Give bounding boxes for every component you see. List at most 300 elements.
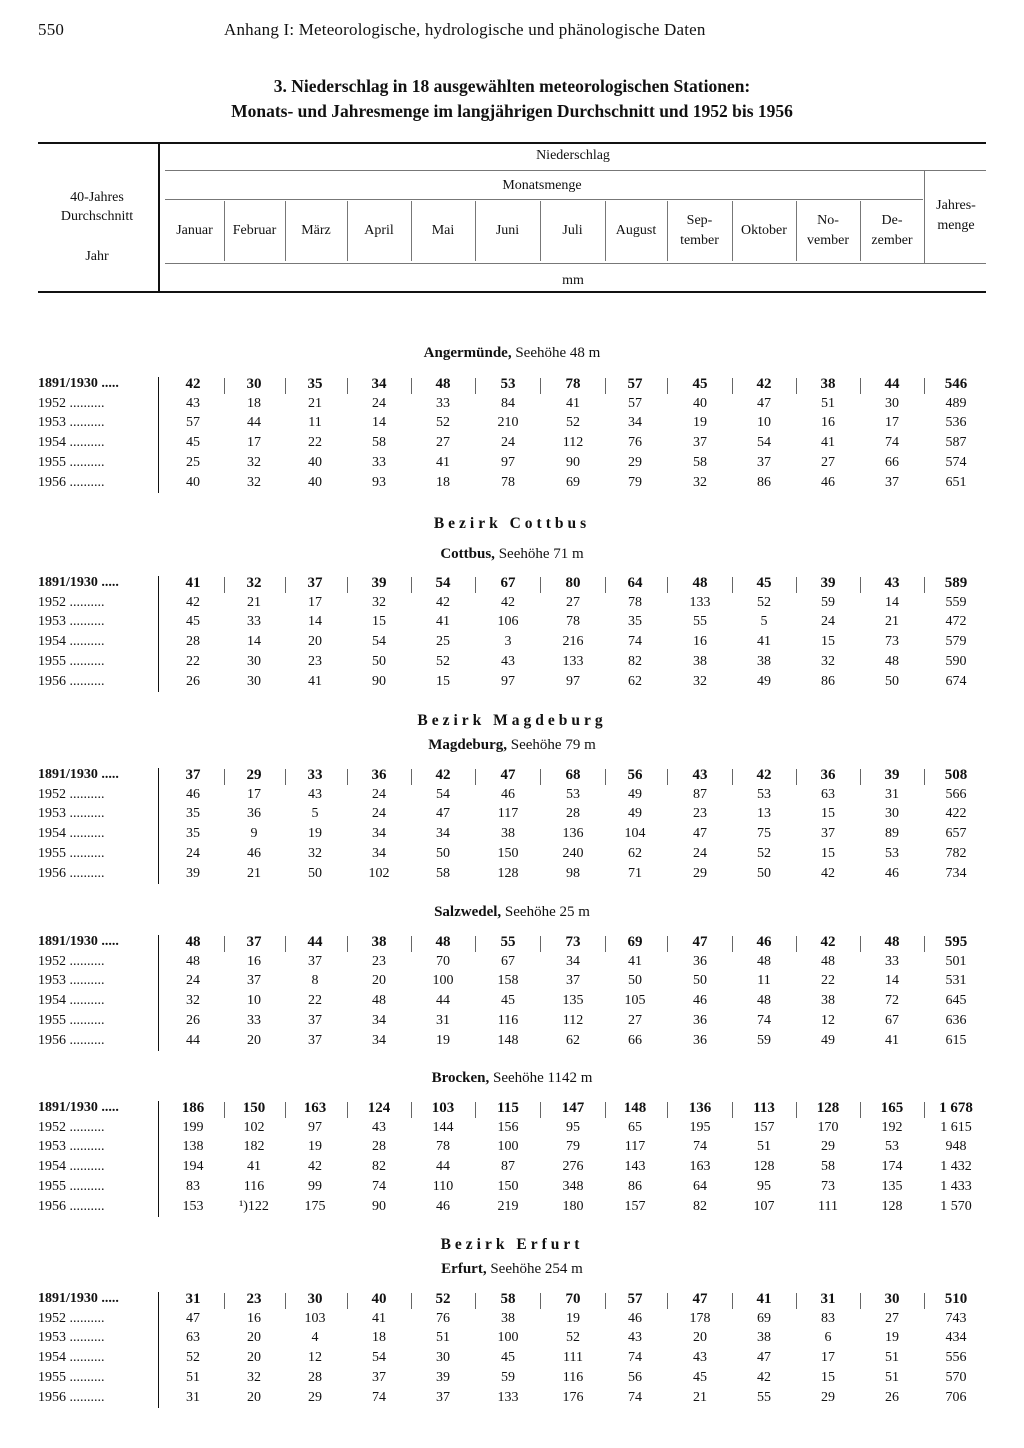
month-value-cell: 41 — [628, 954, 642, 969]
month-value-cell: 53 — [566, 787, 580, 802]
month-value-cell: 144 — [432, 1120, 454, 1135]
month-value-cell: 15 — [436, 674, 450, 689]
month-value-cell: 14 — [885, 973, 899, 988]
month-header-divider — [860, 201, 861, 261]
month-value-cell: 104 — [624, 826, 646, 841]
month-value-cell: 42 — [308, 1159, 322, 1174]
month-value-cell: 43 — [628, 1330, 642, 1345]
year-label: 1954 .......... — [38, 993, 105, 1008]
month-value-cell: 113 — [753, 1100, 775, 1116]
month-value-cell: 78 — [436, 1139, 450, 1154]
month-value-cell: 15 — [372, 614, 386, 629]
month-value-cell: 24 — [501, 435, 515, 450]
annual-total-cell: 948 — [945, 1139, 967, 1154]
month-value-cell: 69 — [566, 475, 580, 490]
month-value-cell: 47 — [186, 1311, 200, 1326]
month-header-divider — [475, 201, 476, 261]
month-value-cell: 24 — [186, 973, 200, 988]
month-value-cell: 27 — [885, 1311, 899, 1326]
page-number: 550 — [38, 20, 65, 39]
month-value-cell: 32 — [247, 1370, 261, 1385]
table-row — [0, 595, 1024, 615]
month-value-cell: 54 — [757, 435, 771, 450]
month-value-cell: 84 — [501, 396, 515, 411]
year-label: 1954 .......... — [38, 1159, 105, 1174]
month-value-cell: 17 — [885, 415, 899, 430]
month-value-cell: 52 — [566, 1330, 580, 1345]
table-row — [0, 396, 1024, 416]
month-value-cell: 47 — [692, 1291, 708, 1307]
month-value-cell: 44 — [436, 993, 450, 1008]
bezirk-heading: Bezirk Erfurt — [440, 1236, 584, 1253]
month-value-cell: 116 — [497, 1013, 519, 1028]
month-value-cell: 210 — [497, 415, 519, 430]
station-elevation: Seehöhe 48 m — [511, 345, 601, 361]
month-value-cell: 28 — [566, 806, 580, 821]
month-value-cell: 70 — [436, 954, 450, 969]
month-value-cell: 157 — [753, 1120, 775, 1135]
month-value-cell: 26 — [186, 1013, 200, 1028]
annual-total-cell: 472 — [945, 614, 967, 629]
month-header: Juni — [495, 223, 520, 238]
month-value-cell: 59 — [821, 595, 835, 610]
month-value-cell: 40 — [186, 475, 200, 490]
month-value-cell: 16 — [247, 1311, 261, 1326]
station-heading — [0, 737, 1024, 754]
month-value-cell: 20 — [247, 1033, 261, 1048]
month-value-cell: 48 — [435, 376, 451, 392]
month-value-cell: 41 — [821, 435, 835, 450]
month-value-cell: 37 — [308, 1013, 322, 1028]
annual-total-cell: 536 — [945, 415, 967, 430]
month-value-cell: 240 — [562, 846, 584, 861]
month-value-cell: 45 — [501, 1350, 515, 1365]
month-value-cell: 40 — [308, 475, 322, 490]
month-value-cell: 34 — [372, 1033, 386, 1048]
table-row — [0, 435, 1024, 455]
month-value-cell: 43 — [693, 1350, 707, 1365]
month-value-cell: 39 — [371, 575, 387, 591]
month-value-cell: 176 — [562, 1390, 584, 1405]
month-value-cell: 42 — [756, 767, 772, 783]
month-value-cell: 24 — [693, 846, 707, 861]
month-value-cell: 276 — [562, 1159, 584, 1174]
month-header: August — [615, 223, 657, 238]
month-value-cell: 37 — [246, 934, 262, 950]
month-value-cell: 48 — [885, 654, 899, 669]
month-value-cell: 48 — [692, 575, 708, 591]
annual-total-cell: 501 — [945, 954, 967, 969]
month-value-cell: 22 — [186, 654, 200, 669]
month-value-cell: 29 — [628, 455, 642, 470]
month-value-cell: 68 — [565, 767, 581, 783]
month-value-cell: 19 — [566, 1311, 580, 1326]
annual-total-cell: 595 — [944, 934, 968, 950]
table-row — [0, 1330, 1024, 1350]
month-value-cell: 53 — [757, 787, 771, 802]
month-value-cell: 136 — [688, 1100, 712, 1116]
month-value-cell: 16 — [247, 954, 261, 969]
station-elevation: Seehöhe 254 m — [486, 1261, 583, 1277]
month-value-cell: 42 — [757, 1370, 771, 1385]
month-value-cell: 6 — [824, 1330, 832, 1345]
month-value-cell: 14 — [885, 595, 899, 610]
month-value-cell: 14 — [372, 415, 386, 430]
month-value-cell: 89 — [885, 826, 899, 841]
month-value-cell: 53 — [500, 376, 516, 392]
month-header: Oktober — [741, 223, 787, 238]
month-value-cell: 34 — [372, 1013, 386, 1028]
table-row — [0, 1199, 1024, 1219]
month-value-cell: 5 — [760, 614, 768, 629]
month-value-cell: 45 — [186, 614, 200, 629]
month-value-cell: 158 — [497, 973, 519, 988]
year-label: 1891/1930 ..... — [38, 1100, 119, 1115]
month-value-cell: 36 — [693, 954, 707, 969]
month-value-cell: 33 — [372, 455, 386, 470]
month-value-cell: 157 — [624, 1199, 646, 1214]
month-value-cell: 58 — [436, 866, 450, 881]
month-value-cell: 20 — [247, 1390, 261, 1405]
month-value-cell: 78 — [566, 614, 580, 629]
table-title-line-2: Monats- und Jahresmenge im langjährigen Durchschnitt und 1952 bis 1956 — [231, 101, 793, 121]
month-value-cell: 62 — [566, 1033, 580, 1048]
month-value-cell: 20 — [247, 1330, 261, 1345]
table-title-line-1: 3. Niederschlag in 18 ausgewählten meteorologischen Stationen: — [273, 76, 751, 96]
month-value-cell: 37 — [693, 435, 707, 450]
month-value-cell: 14 — [247, 634, 261, 649]
month-header-line-2: vember — [807, 233, 849, 248]
month-value-cell: 87 — [501, 1159, 515, 1174]
month-value-cell: 30 — [436, 1350, 450, 1365]
month-header-divider — [285, 201, 286, 261]
table-row — [0, 866, 1024, 886]
station-name: Magdeburg, — [428, 737, 507, 753]
table-row — [0, 376, 1024, 396]
month-value-cell: 51 — [885, 1370, 899, 1385]
month-value-cell: 15 — [821, 846, 835, 861]
month-value-cell: 117 — [624, 1139, 646, 1154]
station-name: Cottbus, — [440, 546, 495, 562]
month-value-cell: 35 — [628, 614, 642, 629]
month-header: Sep- — [686, 213, 713, 228]
month-value-cell: 10 — [247, 993, 261, 1008]
annual-total-cell: 743 — [945, 1311, 967, 1326]
month-value-cell: 49 — [628, 806, 642, 821]
month-value-cell: 78 — [501, 475, 515, 490]
month-value-cell: 199 — [182, 1120, 204, 1135]
table-row — [0, 846, 1024, 866]
station-name: Angermünde, — [423, 345, 512, 361]
table-row — [0, 634, 1024, 654]
month-value-cell: 21 — [693, 1390, 707, 1405]
month-value-cell: 31 — [820, 1291, 836, 1307]
month-value-cell: 30 — [885, 396, 899, 411]
month-value-cell: 53 — [885, 1139, 899, 1154]
month-value-cell: 49 — [757, 674, 771, 689]
month-value-cell: 27 — [436, 435, 450, 450]
month-value-cell: 44 — [307, 934, 323, 950]
month-value-cell: 20 — [693, 1330, 707, 1345]
month-value-cell: 48 — [372, 993, 386, 1008]
table-row — [0, 787, 1024, 807]
table-row — [0, 1033, 1024, 1053]
month-value-cell: 112 — [562, 1013, 584, 1028]
table-row — [0, 1139, 1024, 1159]
month-value-cell: 35 — [307, 376, 323, 392]
month-value-cell: 74 — [628, 634, 642, 649]
month-value-cell: 95 — [566, 1120, 580, 1135]
month-value-cell: 18 — [247, 396, 261, 411]
month-value-cell: 100 — [497, 1330, 519, 1345]
month-header-line-2: zember — [871, 233, 913, 248]
table-row — [0, 806, 1024, 826]
month-value-cell: 133 — [689, 595, 711, 610]
month-value-cell: 18 — [372, 1330, 386, 1345]
month-value-cell: 23 — [308, 654, 322, 669]
month-value-cell: 20 — [308, 634, 322, 649]
year-label: 1952 .......... — [38, 787, 105, 802]
month-value-cell: 41 — [185, 575, 201, 591]
table-row — [0, 826, 1024, 846]
month-value-cell: 23 — [693, 806, 707, 821]
month-value-cell: 28 — [308, 1370, 322, 1385]
annual-total-cell: 706 — [945, 1390, 967, 1405]
month-value-cell: 50 — [885, 674, 899, 689]
month-value-cell: 52 — [435, 1291, 451, 1307]
month-value-cell: 102 — [368, 866, 390, 881]
month-header: No- — [817, 213, 839, 228]
month-value-cell: 170 — [817, 1120, 839, 1135]
station-name: Erfurt, — [441, 1261, 487, 1277]
year-label: 1956 .......... — [38, 475, 105, 490]
month-value-cell: 74 — [372, 1179, 386, 1194]
month-value-cell: 15 — [821, 806, 835, 821]
month-value-cell: 48 — [757, 954, 771, 969]
annual-total-cell: 546 — [944, 376, 968, 392]
month-value-cell: 59 — [501, 1370, 515, 1385]
month-value-cell: 112 — [562, 435, 584, 450]
month-value-cell: 55 — [500, 934, 516, 950]
table-row — [0, 767, 1024, 787]
month-value-cell: 216 — [562, 634, 584, 649]
month-value-cell: 16 — [821, 415, 835, 430]
month-value-cell: 37 — [757, 455, 771, 470]
month-header-divider — [605, 201, 606, 261]
month-value-cell: 43 — [186, 396, 200, 411]
month-value-cell: 51 — [821, 396, 835, 411]
month-value-cell: 52 — [186, 1350, 200, 1365]
month-value-cell: 43 — [692, 767, 708, 783]
month-value-cell: 38 — [820, 376, 836, 392]
month-value-cell: 70 — [565, 1291, 581, 1307]
month-value-cell: 133 — [497, 1390, 519, 1405]
month-value-cell: 66 — [628, 1033, 642, 1048]
month-value-cell: 46 — [885, 866, 899, 881]
table-row — [0, 1159, 1024, 1179]
month-header-divider — [796, 201, 797, 261]
annual-total-cell: 1 678 — [939, 1100, 973, 1116]
year-label: 1956 .......... — [38, 866, 105, 881]
month-value-cell: 58 — [821, 1159, 835, 1174]
month-value-cell: 64 — [693, 1179, 707, 1194]
year-label: 1955 .......... — [38, 1179, 105, 1194]
month-value-cell: 67 — [500, 575, 516, 591]
month-value-cell: 41 — [247, 1159, 261, 1174]
month-value-cell: 49 — [628, 787, 642, 802]
month-value-cell: 33 — [247, 1013, 261, 1028]
table-row — [0, 1179, 1024, 1199]
year-label: 1955 .......... — [38, 455, 105, 470]
stub-label-3: Jahr — [85, 249, 109, 264]
month-value-cell: 62 — [628, 846, 642, 861]
month-value-cell: 78 — [628, 595, 642, 610]
year-label: 1956 .......... — [38, 674, 105, 689]
month-value-cell: 46 — [247, 846, 261, 861]
month-value-cell: 57 — [627, 1291, 643, 1307]
annual-total-cell: 566 — [945, 787, 967, 802]
bezirk-heading: Bezirk Cottbus — [433, 515, 591, 532]
month-value-cell: 17 — [308, 595, 322, 610]
month-header-divider — [224, 201, 225, 261]
month-value-cell: 31 — [186, 1390, 200, 1405]
month-value-cell: 148 — [623, 1100, 647, 1116]
month-value-cell: 50 — [436, 846, 450, 861]
month-value-cell: 30 — [307, 1291, 323, 1307]
month-value-cell: 128 — [816, 1100, 840, 1116]
month-value-cell: 34 — [372, 846, 386, 861]
table-row — [0, 455, 1024, 475]
month-value-cell: 24 — [372, 787, 386, 802]
month-value-cell: 100 — [432, 973, 454, 988]
month-value-cell: 82 — [628, 654, 642, 669]
month-value-cell: 34 — [436, 826, 450, 841]
table-row — [0, 654, 1024, 674]
month-value-cell: 52 — [757, 846, 771, 861]
month-value-cell: 90 — [566, 455, 580, 470]
month-value-cell: 34 — [628, 415, 642, 430]
month-value-cell: 71 — [628, 866, 642, 881]
month-value-cell: 32 — [821, 654, 835, 669]
year-label: 1955 .......... — [38, 1370, 105, 1385]
month-value-cell: 86 — [757, 475, 771, 490]
month-value-cell: 8 — [311, 973, 319, 988]
month-value-cell: 44 — [247, 415, 261, 430]
year-label: 1955 .......... — [38, 1013, 105, 1028]
month-value-cell: 17 — [247, 787, 261, 802]
month-value-cell: 21 — [247, 595, 261, 610]
month-value-cell: 15 — [821, 1370, 835, 1385]
month-value-cell: 21 — [308, 396, 322, 411]
month-value-cell: 32 — [247, 475, 261, 490]
month-value-cell: 103 — [304, 1311, 326, 1326]
month-value-cell: 55 — [693, 614, 707, 629]
month-value-cell: 74 — [628, 1390, 642, 1405]
month-value-cell: 28 — [372, 1139, 386, 1154]
year-label: 1953 .......... — [38, 1139, 105, 1154]
month-value-cell: 103 — [431, 1100, 455, 1116]
month-value-cell: 33 — [247, 614, 261, 629]
month-value-cell: 25 — [436, 634, 450, 649]
month-value-cell: 195 — [689, 1120, 711, 1135]
month-value-cell: 42 — [821, 866, 835, 881]
month-value-cell: 102 — [243, 1120, 265, 1135]
month-value-cell: 116 — [243, 1179, 265, 1194]
month-header: Januar — [176, 223, 213, 238]
month-value-cell: 124 — [367, 1100, 391, 1116]
station-heading — [0, 1261, 1024, 1278]
month-value-cell: 54 — [435, 575, 451, 591]
month-value-cell: 72 — [885, 993, 899, 1008]
table-row — [0, 575, 1024, 595]
stub-label-1: 40-Jahres — [70, 190, 124, 205]
month-value-cell: 37 — [436, 1390, 450, 1405]
month-value-cell: 42 — [435, 767, 451, 783]
month-value-cell: 17 — [247, 435, 261, 450]
month-value-cell: 34 — [371, 376, 387, 392]
month-value-cell: 41 — [308, 674, 322, 689]
month-value-cell: 76 — [436, 1311, 450, 1326]
month-value-cell: 37 — [307, 575, 323, 591]
month-value-cell: 27 — [566, 595, 580, 610]
year-label: 1952 .......... — [38, 1311, 105, 1326]
month-value-cell: 25 — [186, 455, 200, 470]
month-value-cell: 178 — [689, 1311, 711, 1326]
annual-total-cell: 574 — [945, 455, 967, 470]
month-value-cell: 47 — [500, 767, 516, 783]
month-value-cell: 174 — [881, 1159, 903, 1174]
month-value-cell: 39 — [820, 575, 836, 591]
month-value-cell: 24 — [372, 396, 386, 411]
table-row — [0, 1291, 1024, 1311]
month-value-cell: 117 — [497, 806, 519, 821]
month-value-cell: 136 — [562, 826, 584, 841]
month-value-cell: 20 — [372, 973, 386, 988]
month-value-cell: 19 — [308, 1139, 322, 1154]
year-label: 1952 .......... — [38, 595, 105, 610]
month-value-cell: 110 — [432, 1179, 454, 1194]
month-value-cell: 19 — [693, 415, 707, 430]
month-value-cell: 33 — [307, 767, 323, 783]
month-value-cell: 107 — [753, 1199, 775, 1214]
month-value-cell: 90 — [372, 1199, 386, 1214]
month-value-cell: 69 — [627, 934, 643, 950]
year-label: 1891/1930 ..... — [38, 1291, 119, 1306]
year-label: 1953 .......... — [38, 806, 105, 821]
annual-total-cell: 615 — [945, 1033, 967, 1048]
annual-total-cell: 589 — [944, 575, 968, 591]
month-value-cell: 33 — [436, 396, 450, 411]
month-header: Juli — [562, 223, 583, 238]
month-value-cell: 128 — [753, 1159, 775, 1174]
month-value-cell: 45 — [692, 376, 708, 392]
month-value-cell: 21 — [885, 614, 899, 629]
year-label: 1956 .......... — [38, 1033, 105, 1048]
month-value-cell: 42 — [185, 376, 201, 392]
month-value-cell: 67 — [501, 954, 515, 969]
month-value-cell: 186 — [181, 1100, 205, 1116]
month-value-cell: 26 — [885, 1390, 899, 1405]
year-label: 1954 .......... — [38, 826, 105, 841]
month-value-cell: 19 — [885, 1330, 899, 1345]
header-jahresmenge-2: menge — [937, 218, 975, 233]
month-header: März — [301, 223, 331, 238]
month-value-cell: 156 — [497, 1120, 519, 1135]
table-row — [0, 415, 1024, 435]
header-rule-3 — [165, 263, 986, 264]
month-header-line-2: tember — [680, 233, 719, 248]
month-value-cell: 42 — [756, 376, 772, 392]
